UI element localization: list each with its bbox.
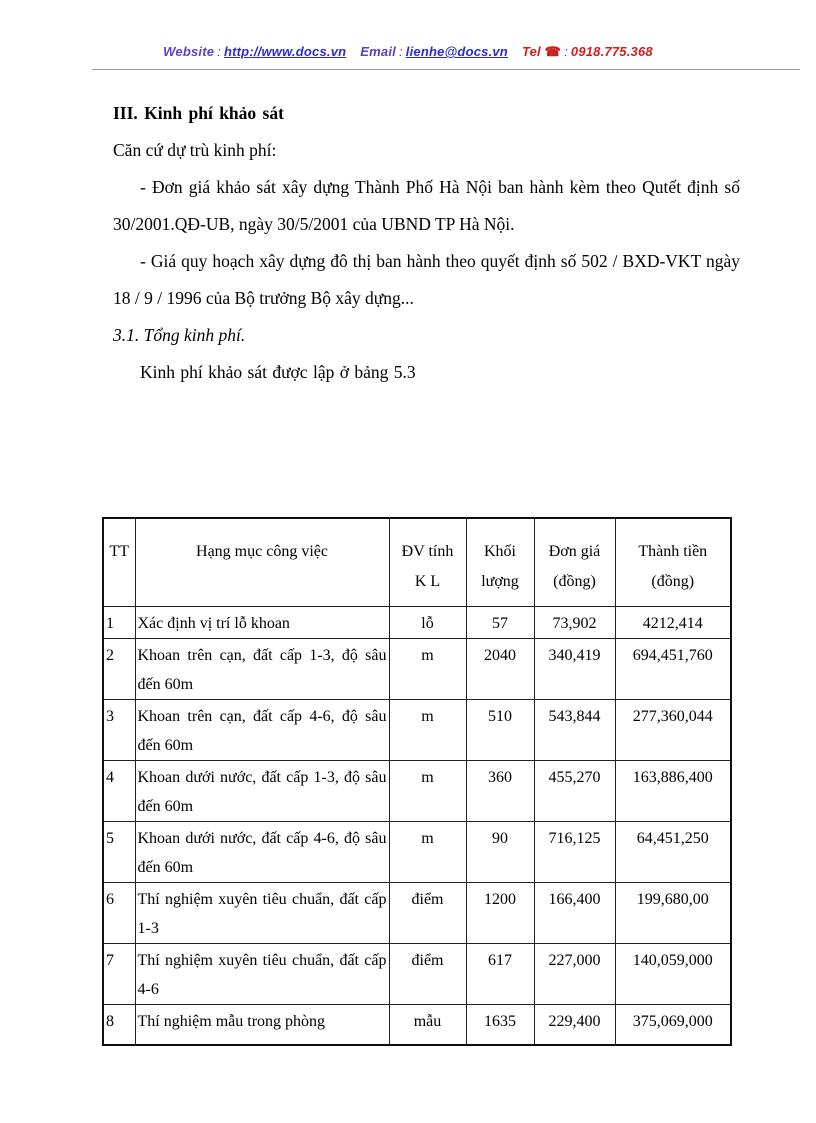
cell-task: Khoan trên cạn, đất cấp 1-3, độ sâu đến 60m	[135, 638, 389, 699]
subsection-heading: 3.1. Tổng kinh phí.	[113, 325, 246, 345]
table-row	[103, 882, 731, 943]
cell-task: Thí nghiệm mẫu trong phòng	[135, 1004, 389, 1045]
cell-total: 163,886,400	[615, 760, 731, 821]
website-link[interactable]: http://www.docs.vn	[223, 44, 347, 59]
cell-unit: điểm	[389, 943, 466, 1004]
header-unit: ĐV tính K L	[389, 518, 466, 606]
site-header	[0, 44, 816, 60]
cell-price: 73,902	[534, 606, 615, 638]
cell-qty: 360	[466, 760, 534, 821]
cell-qty: 90	[466, 821, 534, 882]
cell-price: 227,000	[534, 943, 615, 1004]
cell-total: 140,059,000	[615, 943, 731, 1004]
email-separator: :	[398, 44, 403, 59]
cell-task: Xác định vị trí lỗ khoan	[135, 606, 389, 638]
cell-unit: mẫu	[389, 1004, 466, 1045]
cell-price: 229,400	[534, 1004, 615, 1045]
cell-tt: 5	[103, 821, 135, 882]
cell-total: 4212,414	[615, 606, 731, 638]
cell-price: 543,844	[534, 699, 615, 760]
cell-qty: 510	[466, 699, 534, 760]
cell-price: 166,400	[534, 882, 615, 943]
cell-unit: m	[389, 821, 466, 882]
document-body	[113, 95, 740, 391]
cell-qty: 1635	[466, 1004, 534, 1045]
cell-tt: 4	[103, 760, 135, 821]
cell-total: 277,360,044	[615, 699, 731, 760]
header-total: Thành tiền (đồng)	[615, 518, 731, 606]
cell-total: 694,451,760	[615, 638, 731, 699]
header-divider	[92, 69, 800, 70]
cell-unit: m	[389, 760, 466, 821]
paragraph-gia-quy-hoach: - Giá quy hoạch xây dựng đô thị ban hành theo quyết định số 502 / BXD-VKT ngày 18 / 9 / 1996 của Bộ trưởng Bộ xây dựng...	[113, 251, 740, 308]
table-reference-note: Kinh phí khảo sát được lập ở bảng 5.3	[140, 362, 416, 382]
cell-qty: 2040	[466, 638, 534, 699]
cell-tt: 2	[103, 638, 135, 699]
cell-price: 716,125	[534, 821, 615, 882]
cell-task: Thí nghiệm xuyên tiêu chuẩn, đất cấp 1-3	[135, 882, 389, 943]
cell-unit: m	[389, 699, 466, 760]
cell-total: 199,680,00	[615, 882, 731, 943]
email-link[interactable]: lienhe@docs.vn	[405, 44, 508, 59]
cell-unit: lỗ	[389, 606, 466, 638]
website-label: Website	[163, 44, 215, 59]
tel-separator: :	[564, 44, 568, 59]
cell-qty: 1200	[466, 882, 534, 943]
phone-icon: ☎	[544, 44, 562, 59]
section-heading: III. Kinh phí khảo sát	[113, 103, 284, 123]
header-tt: TT	[103, 518, 135, 606]
paragraph-don-gia: - Đơn giá khảo sát xây dựng Thành Phố Hà Nội ban hành kèm theo Qutết định số 30/2001.QĐ-UB, ngày 30/5/2001 của UBND TP Hà Nội.	[113, 177, 740, 234]
table-row	[103, 699, 731, 760]
cell-task: Khoan trên cạn, đất cấp 4-6, độ sâu đến 60m	[135, 699, 389, 760]
email-label: Email	[360, 44, 396, 59]
cell-task: Khoan dưới nước, đất cấp 1-3, độ sâu đến 60m	[135, 760, 389, 821]
intro-line: Căn cứ dự trù kinh phí:	[113, 140, 277, 160]
cell-tt: 6	[103, 882, 135, 943]
cell-qty: 57	[466, 606, 534, 638]
table-row	[103, 760, 731, 821]
table-row	[103, 1004, 731, 1045]
table-row	[103, 606, 731, 638]
header-task: Hạng mục công việc	[135, 518, 389, 606]
cell-total: 64,451,250	[615, 821, 731, 882]
table-row	[103, 943, 731, 1004]
website-separator: :	[217, 44, 221, 59]
cell-qty: 617	[466, 943, 534, 1004]
cell-task: Khoan dưới nước, đất cấp 4-6, độ sâu đến 60m	[135, 821, 389, 882]
header-unit-price: Đơn giá (đồng)	[534, 518, 615, 606]
table-header-row	[103, 518, 731, 606]
cost-table	[102, 517, 732, 1046]
table-row	[103, 821, 731, 882]
cell-tt: 3	[103, 699, 135, 760]
cell-unit: điểm	[389, 882, 466, 943]
cell-task: Thí nghiệm xuyên tiêu chuẩn, đất cấp 4-6	[135, 943, 389, 1004]
table-row	[103, 638, 731, 699]
cell-tt: 1	[103, 606, 135, 638]
tel-label: Tel	[521, 44, 541, 59]
cell-price: 455,270	[534, 760, 615, 821]
tel-number: 0918.775.368	[570, 44, 653, 59]
cell-unit: m	[389, 638, 466, 699]
cell-price: 340,419	[534, 638, 615, 699]
cell-tt: 7	[103, 943, 135, 1004]
cell-tt: 8	[103, 1004, 135, 1045]
header-quantity: Khối lượng	[466, 518, 534, 606]
cell-total: 375,069,000	[615, 1004, 731, 1045]
